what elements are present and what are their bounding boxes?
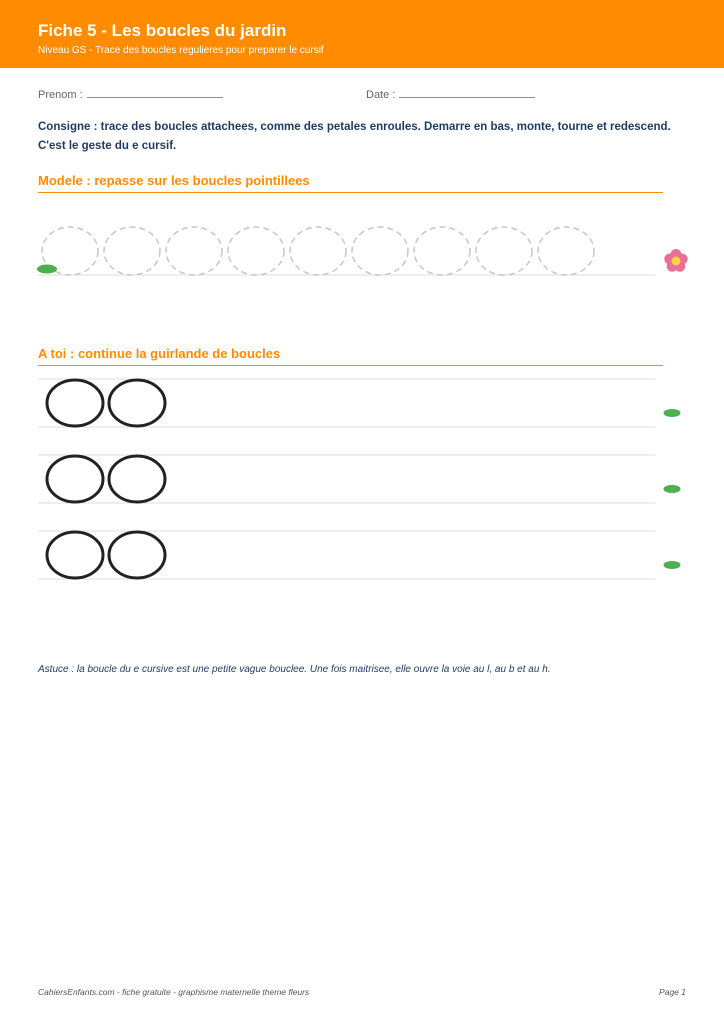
practice-tracing-canvas bbox=[0, 370, 724, 590]
example-loop bbox=[47, 532, 103, 578]
dashed-loop bbox=[290, 227, 346, 275]
name-blank-line[interactable] bbox=[87, 86, 223, 98]
start-leaf-icon bbox=[37, 265, 57, 274]
model-tracing-canvas bbox=[0, 218, 724, 290]
footer-source: CahiersEnfants.com - fiche gratuite - graphisme maternelle theme fleurs bbox=[38, 987, 310, 997]
date-blank-line[interactable] bbox=[399, 86, 535, 98]
page-subtitle: Niveau GS - Trace des boucles regulieres pour preparer le cursif bbox=[38, 45, 324, 56]
example-loop bbox=[47, 456, 103, 502]
practice-row bbox=[38, 379, 681, 427]
example-loop bbox=[47, 380, 103, 426]
name-label: Prenom : bbox=[38, 89, 83, 101]
flower-center bbox=[672, 257, 681, 266]
flower-icon bbox=[664, 249, 687, 272]
model-tracing-area bbox=[0, 218, 724, 290]
footer-page-number: Page 1 bbox=[659, 987, 686, 997]
dashed-loop bbox=[352, 227, 408, 275]
example-loop bbox=[109, 380, 165, 426]
dashed-loop bbox=[104, 227, 160, 275]
practice-tracing-area bbox=[0, 370, 724, 590]
dashed-loop bbox=[476, 227, 532, 275]
dashed-loop bbox=[228, 227, 284, 275]
end-leaf-icon bbox=[664, 561, 681, 569]
header-banner bbox=[0, 0, 724, 68]
example-loop bbox=[109, 532, 165, 578]
practice-row bbox=[38, 455, 681, 503]
tip-text: Astuce : la boucle du e cursive est une petite vague bouclee. Une fois maitrisee, elle ouvre la voie au l, au b et au h. bbox=[38, 664, 551, 675]
date-label: Date : bbox=[366, 89, 396, 101]
model-section-rule bbox=[38, 192, 663, 193]
end-leaf-icon bbox=[664, 485, 681, 493]
page-title: Fiche 5 - Les boucles du jardin bbox=[38, 21, 287, 40]
practice-section-heading: A toi : continue la guirlande de boucles bbox=[38, 346, 281, 361]
practice-row bbox=[38, 531, 681, 579]
instruction-text: Consigne : trace des boucles attachees, comme des petales enroules. Demarre en bas, monte, tourne et redescend. C'est le geste du e cursif. bbox=[38, 121, 671, 152]
dashed-loop bbox=[538, 227, 594, 275]
date-field bbox=[366, 86, 535, 102]
practice-section-rule bbox=[38, 365, 663, 366]
dashed-loop bbox=[414, 227, 470, 275]
dashed-loop bbox=[166, 227, 222, 275]
model-section-heading: Modele : repasse sur les boucles pointillees bbox=[38, 173, 310, 188]
example-loop bbox=[109, 456, 165, 502]
name-field bbox=[38, 86, 223, 102]
end-leaf-icon bbox=[664, 409, 681, 417]
